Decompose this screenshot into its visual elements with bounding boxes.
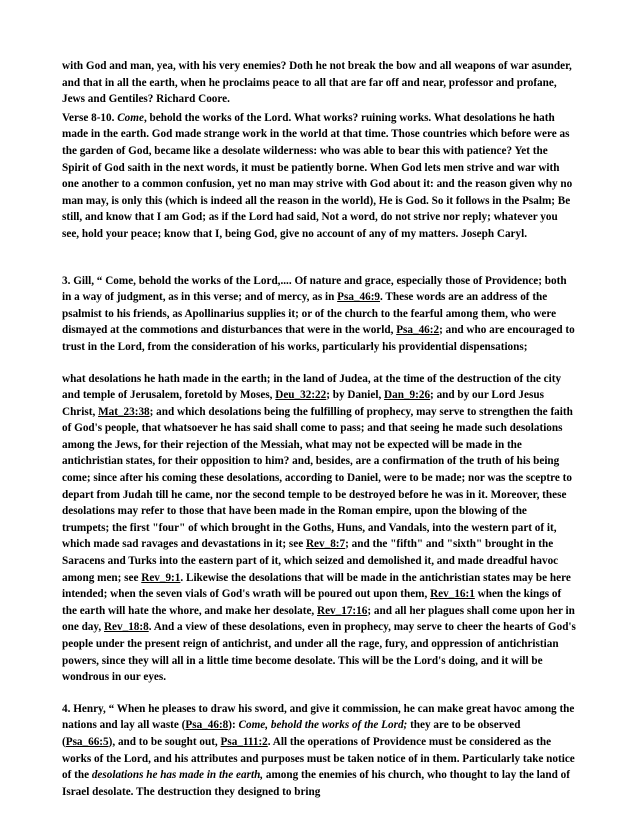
paragraph-gill-commentary	[62, 273, 576, 356]
scripture-reference-link[interactable]: Psa_46:9	[337, 291, 381, 304]
scripture-reference-link[interactable]: Rev_18:8	[103, 621, 149, 634]
text-run: 3. Gill, “ Come, behold the works of the Lord,.... Of nature and grace, especially those of Providence; both in a way of judgment, as in this verse; and of mercy, as in	[62, 274, 567, 304]
text-run: . And a view of these desolations, even in prophecy, may serve to cheer the hearts of God's people under the present reign of antichrist, and under all the rage, fury, and oppression of antichristian powers, since they will all in a little time become desolate. This will be the Lord's doing, and it will be wondrous in our eyes.	[62, 621, 576, 684]
text-run: , behold the works of the Lord. What works? ruining works. What desolations he hath made in the earth. God made strange work in the world at that time. Those countries which before were as the garden of God, became like a desolate wilderness: who was able to bear this with patience? Yet the Spirit of God saith in the next words, it must be patiently borne. When God lets men strive and war with one another to a common confusion, yet no man may strive with God about it: and the reason given why no man may, is only this (which is indeed all the reason in the world), He is God. So it follows in the Psalm; Be still, and know that I am God; as if the Lord had said, Not a word, do not strive nor reply; whatever you see, hold your peace; know that I, being God, give no account of any of my matters. Joseph Caryl.	[62, 111, 573, 240]
text-run: among the enemies of his church, who thought to lay the land of Israel desolate. The destruction they designed to bring	[62, 769, 570, 798]
scripture-reference-link[interactable]: Rev_16:1	[430, 588, 475, 601]
text-run: ; by Daniel,	[326, 389, 385, 402]
text-run: ; and the "fifth" and "sixth" brought in the Saracens and Turks into the eastern part of it, which seized and demolished it, and made dreadful havoc among men; see	[62, 538, 559, 584]
text-run: . All the operations of Providence must be considered as the works of the Lord, and his attributes and purposes must be taken notice of in them. Particularly take notice of the	[62, 735, 575, 782]
paragraph-henry-commentary	[62, 701, 576, 801]
scripture-reference-link[interactable]: Mat_23:38	[98, 405, 150, 418]
text-run: ; and which desolations being the fulfilling of prophecy, may serve to strengthen the faith of God's people, that whatsoever he has said shall come to pass; and that seeing he made such desolations among the Jews, for their rejection of the Messiah, what may not be expected will be made in the antichristian states, for their opposition to him? and, besides, are a confirmation of the truth of his being come; since after his coming these desolations, according to Daniel, were to be made; nor was the sceptre to depart from Judah till he came, nor the second temple to be destroyed before he was in it. Moreover, these desolations may refer to those that have been made in the Roman empire, upon the blowing of the trumpets; the first "four" of which brought in the Goths, Huns, and Vandals, into the western part of it, which made sad ravages and devastations in it; see	[62, 405, 573, 551]
scripture-reference-link[interactable]: Rev_9:1	[141, 571, 181, 584]
text-run: ):	[228, 719, 239, 732]
text-run: . Likewise the desolations that will be made in the antichristian states may be here intended; when the seven vials of God's wrath will be poured out upon them,	[62, 571, 571, 601]
text-run: Verse 8-10.	[62, 111, 118, 124]
italic-text: Come, behold the works of the Lord;	[238, 719, 408, 732]
text-run: they are to be observed (	[62, 719, 521, 748]
paragraph-caryl-comment	[62, 110, 576, 243]
scripture-reference-link[interactable]: Psa_46:2	[396, 324, 440, 337]
scripture-reference-link[interactable]: Psa_66:5	[65, 735, 109, 748]
scripture-reference-link[interactable]: Rev_17:16	[317, 604, 368, 617]
text-run: ; and all her plagues shall come upon her in one day,	[62, 604, 575, 634]
scripture-reference-link[interactable]: Dan_9:26	[384, 389, 431, 402]
text-run: when the kings of the earth will hate the whore, and make her desolate,	[62, 588, 562, 617]
paragraph-coore-quote	[62, 58, 576, 108]
text-run: . These words are an address of the psalmist to his friends, as Apollinarius supplies it; or of the church to the fearful among them, who were dismayed at the commotions and disturbances that were in the world,	[62, 291, 557, 337]
text-run: what desolations he hath made in the earth; in the land of Judea, at the time of the destruction of the city and temple of Jerusalem, foretold by Moses,	[62, 372, 562, 402]
scripture-reference-link[interactable]: Psa_111:2	[220, 735, 268, 748]
scripture-reference-link[interactable]: Rev_8:7	[305, 538, 346, 551]
text-run: with God and man, yea, with his very enemies? Doth he not break the bow and all weapons of war asunder, and that in all the earth, when he proclaims peace to all that are far off and near, professor and profane, Jews and Gentiles? Richard Coore.	[62, 60, 572, 106]
scripture-reference-link[interactable]: Deu_32:22	[275, 389, 327, 402]
italic-text: Come	[117, 111, 144, 124]
text-run: ; and by our Lord Jesus Christ,	[62, 389, 544, 418]
italic-text: desolations he has made in the earth,	[91, 769, 264, 782]
text-run: 4. Henry, “ When he pleases to draw his sword, and give it commission, he can make great havoc among the nations and lay all waste (	[62, 702, 575, 732]
text-run: ), and to be sought out,	[108, 735, 221, 748]
paragraph-desolations	[62, 371, 576, 686]
text-run: ; and who are encouraged to trust in the Lord, from the consideration of his works, particularly his providential dispensations;	[62, 324, 575, 353]
scripture-reference-link[interactable]: Psa_46:8	[185, 719, 229, 732]
